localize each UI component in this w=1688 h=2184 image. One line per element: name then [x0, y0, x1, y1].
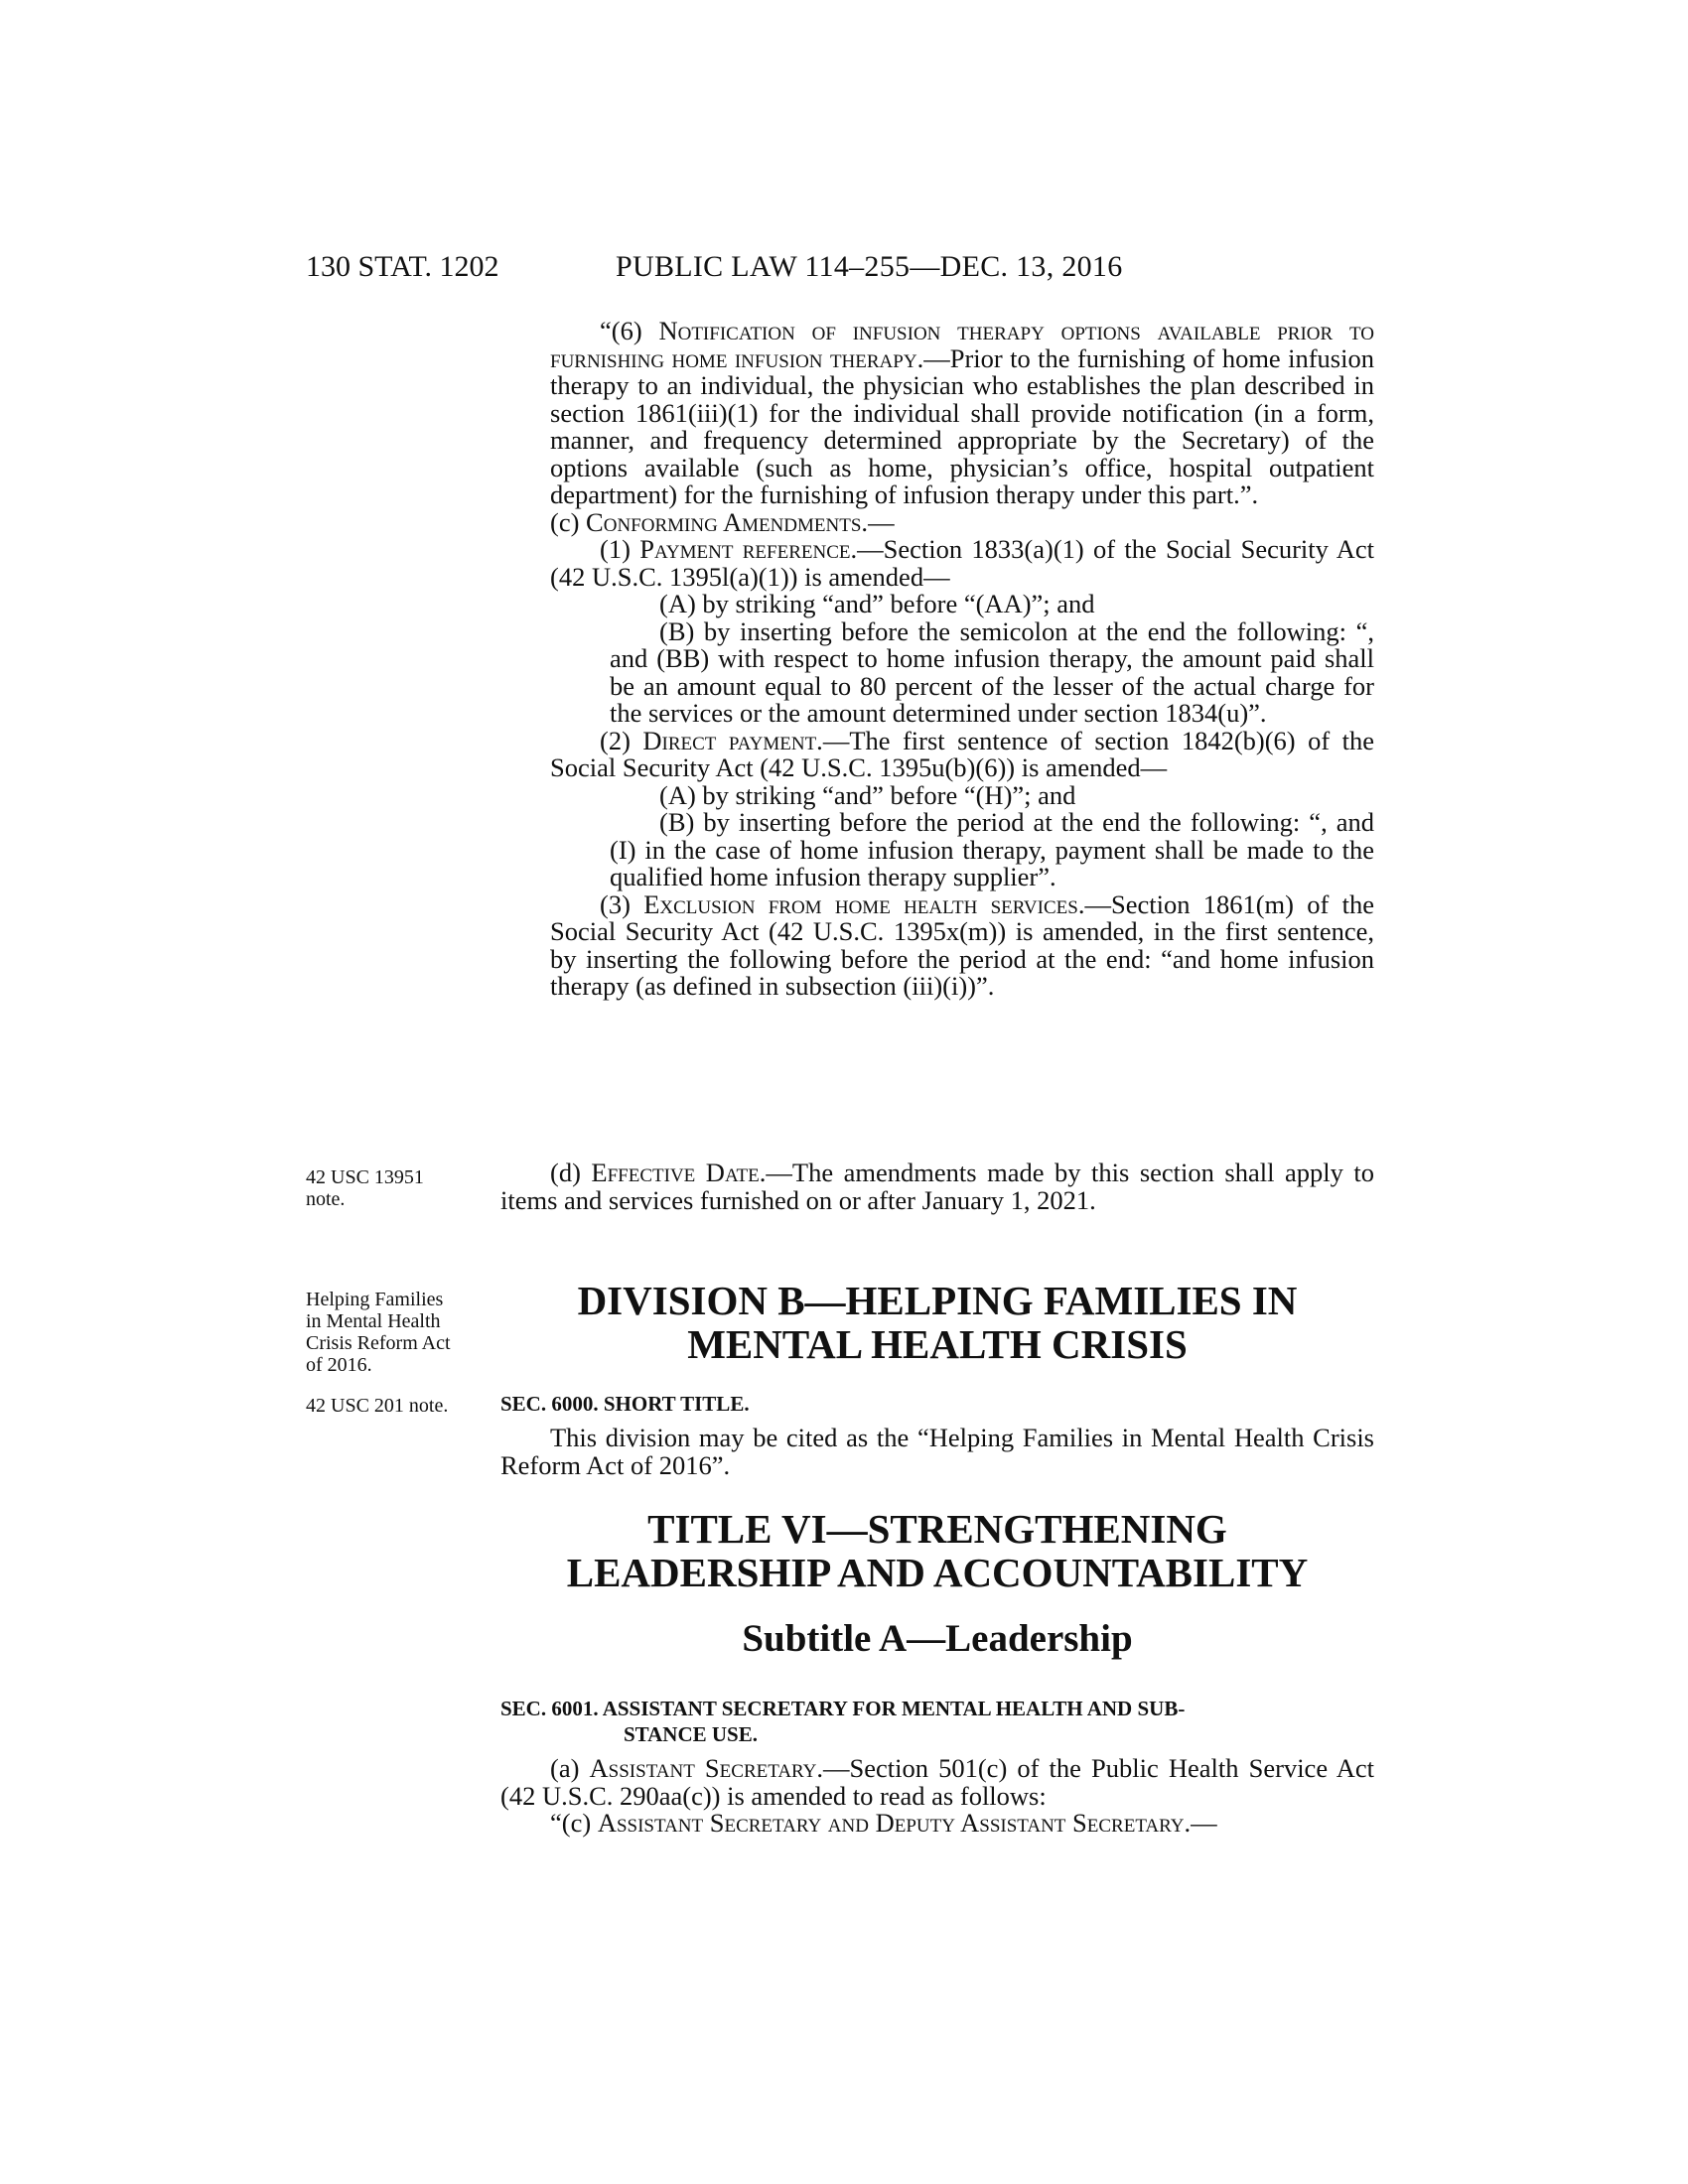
- effective-date-block: [500, 1160, 1374, 1214]
- amendment-text-block: [500, 318, 1374, 1001]
- public-law-date-reference: PUBLIC LAW 114–255—DEC. 13, 2016: [616, 250, 1123, 283]
- subsection-501-c: “(c) Assistant Secretary and Deputy Assistant Secretary.—: [550, 1808, 1217, 1838]
- statute-page-reference: 130 STAT. 1202: [306, 250, 499, 283]
- subsection-6001-a: (a) Assistant Secretary.—Section 501(c) of the Public Health Service Act (42 U.S.C. 290aa(c)) is amended to read as follows:: [500, 1753, 1374, 1811]
- subsection-d: (d) Effective Date.—The amendments made by this section shall apply to items and services furnished on or after January 1, 2021.: [500, 1158, 1374, 1215]
- paragraph-6: “(6) Notification of infusion therapy options available prior to furnishing home infusion therapy.—Prior to the furnishing of home infusion therapy to an individual, the physician who establishes the plan described in section 1861(iii)(1) for the individual shall provide notification (in a form, manner, and frequency determined appropriate by the Secretary) of the options available (such as home, physician’s office, hospital outpatient department) for the furnishing of infusion therapy under this part.”.: [550, 316, 1374, 509]
- clause-c2-b: (B) by inserting before the period at the end the following: “, and (I) in the case of home infusion therapy, payment shall be made to the qualified home infusion therapy supplier”.: [610, 807, 1374, 891]
- subsection-d-heading: Effective Date.: [591, 1158, 767, 1187]
- margin-note-usc-201: 42 USC 201 note.: [306, 1395, 449, 1417]
- clause-c2-a: (A) by striking “and” before “(H)”; and: [659, 779, 1076, 810]
- section-6001-text: [500, 1755, 1374, 1838]
- paragraph-c3: (3) Exclusion from home health services.—Section 1861(m) of the Social Security Act (42 U.S.C. 1395x(m)) is amended, in the first sentence, by inserting the following before the period at the end: “and home infusion therapy (as defined in subsection (iii)(i))”.: [550, 888, 1375, 1001]
- section-6000-text: This division may be cited as the “Helping Families in Mental Health Crisis Reform Act of 2016”.: [500, 1423, 1374, 1480]
- section-6000: [500, 1391, 1374, 1479]
- paragraph-c2: (2) Direct payment.—The first sentence of section 1842(b)(6) of the Social Security Act (42 U.S.C. 1395u(b)(6)) is amended—: [550, 725, 1374, 782]
- section-6001-heading: SEC. 6001. ASSISTANT SECRETARY FOR MENTAL HEALTH AND SUB- STANCE USE.: [500, 1697, 1186, 1746]
- margin-note-short-title: Helping Families in Mental Health Crisis Reform Act of 2016.: [306, 1289, 451, 1376]
- subsection-6001-a-heading: Assistant Secretary.: [589, 1753, 824, 1783]
- subsection-c-heading: Conforming Amendments.: [586, 506, 869, 537]
- division-heading: DIVISION B—HELPING FAMILIES IN MENTAL HEALTH CRISIS: [577, 1278, 1298, 1367]
- paragraph-c3-heading: Exclusion from home health services.: [643, 888, 1085, 919]
- paragraph-c1: (1) Payment reference.—Section 1833(a)(1) of the Social Security Act (42 U.S.C. 1395l(a)(1)) is amended—: [550, 534, 1374, 592]
- paragraph-6-heading: Notification of infusion therapy options available prior to furnishing home infusion therapy.: [550, 316, 1374, 373]
- subsection-c: (c) Conforming Amendments.—: [550, 506, 895, 537]
- subtitle-heading: Subtitle A—Leadership: [742, 1617, 1133, 1660]
- clause-c1-a: (A) by striking “and” before “(AA)”; and: [659, 589, 1095, 618]
- title-heading: TITLE VI—STRENGTHENING LEADERSHIP AND ACCOUNTABILITY: [566, 1506, 1309, 1595]
- subsection-501-c-heading: Assistant Secretary and Deputy Assistant Secretary.: [597, 1808, 1192, 1838]
- section-6000-heading: SEC. 6000. SHORT TITLE.: [500, 1392, 750, 1416]
- paragraph-c2-heading: Direct payment.: [642, 725, 823, 755]
- paragraph-c1-heading: Payment reference.: [639, 534, 858, 564]
- running-header: [306, 250, 1372, 290]
- clause-c1-b: (B) by inserting before the semicolon at the end the following: “, and (BB) with respect to home infusion therapy, the amount paid shall be an amount equal to 80 percent of the lesser of the actual charge for the services or the amount determined under section 1834(u)”.: [610, 615, 1374, 728]
- margin-note-usc-13951: 42 USC 13951 note.: [306, 1166, 424, 1210]
